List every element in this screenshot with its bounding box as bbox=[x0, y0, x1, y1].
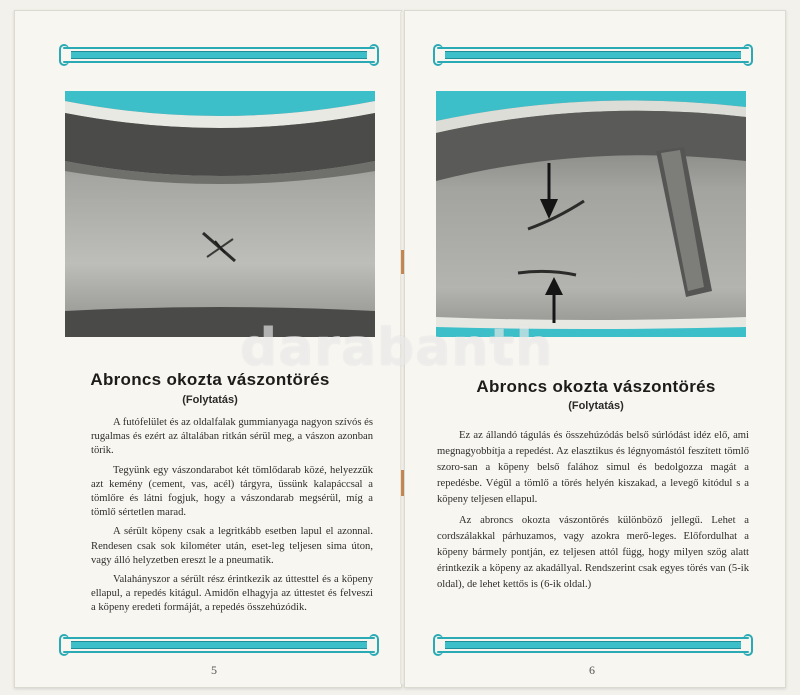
paragraph: Valahányszor a sérült rész érintkezik az úttesttel és a köpeny ellapul, a repedés kitágul. Amidőn elhagyja az úttestet és felveszi a köpeny eredeti formáját, a repedés összehúzódik. bbox=[91, 574, 373, 614]
tire-photo-single-break bbox=[65, 91, 375, 337]
left-body-text bbox=[91, 416, 373, 621]
bottom-ornament-bar bbox=[437, 637, 749, 653]
top-ornament-bar bbox=[63, 47, 375, 63]
paragraph: Ez az állandó tágulás és összehúzódás belső súrlódást idéz elő, ami megnagyobbítja a repedést. Az elasztikus és légnyomástól feszített tömlő szoro-san a köpeny belső falához simul és bedolgozza magát a repedésbe. Végül a tömlő a törés helyén kiszakad, a levegő kitódul s a köpeny teljesen ellapul. bbox=[437, 430, 749, 505]
watermark: darabanth bbox=[240, 318, 554, 378]
page-title: Abroncs okozta vászontörés bbox=[90, 370, 330, 389]
tire-photo-double-break bbox=[436, 91, 746, 337]
paragraph: A sérült köpeny csak a legritkább esetben lapul el azonnal. Rendesen csak sok kilométer után, eset-leg teljesen sima úton, vagy álló helyzetben ereszt le a pneumatik. bbox=[91, 526, 373, 566]
page-number: 6 bbox=[589, 663, 595, 677]
paragraph: Tegyünk egy vászondarabot két tömlődarab közé, helyezzük azt kemény (cement, vas, acél) tárgyra, üssünk kalapáccsal a tömlőre és látni fogjuk, hogy a vászondarab megsérül, míg a tömlő sértetlen marad. bbox=[91, 464, 373, 519]
right-body-text bbox=[437, 428, 749, 598]
paragraph: Az abroncs okozta vászontörés különböző jellegű. Lehet a cordszálakkal párhuzamos, vagy azokra merő-leges. Előfordulhat a köpeny bármely pontján, ez teljesen attól függ, hogy milyen szög alatt érintkezik a köpeny az akadállyal. Rendszerint csak egyes törés van (5-ik oldal), de lehet kettős is (6-ik oldal.) bbox=[437, 515, 749, 590]
page-number: 5 bbox=[211, 663, 217, 677]
paragraph: A futófelület és az oldalfalak gummianyaga nagyon szívós és rugalmas és ezért az általában ritkán sérül meg, a vászon azonban törik. bbox=[91, 417, 373, 457]
page-title: Abroncs okozta vászontörés bbox=[476, 377, 716, 396]
top-ornament-bar bbox=[437, 47, 749, 63]
page-subtitle: (Folytatás) bbox=[568, 400, 624, 412]
bottom-ornament-bar bbox=[63, 637, 375, 653]
page-subtitle: (Folytatás) bbox=[182, 394, 238, 406]
